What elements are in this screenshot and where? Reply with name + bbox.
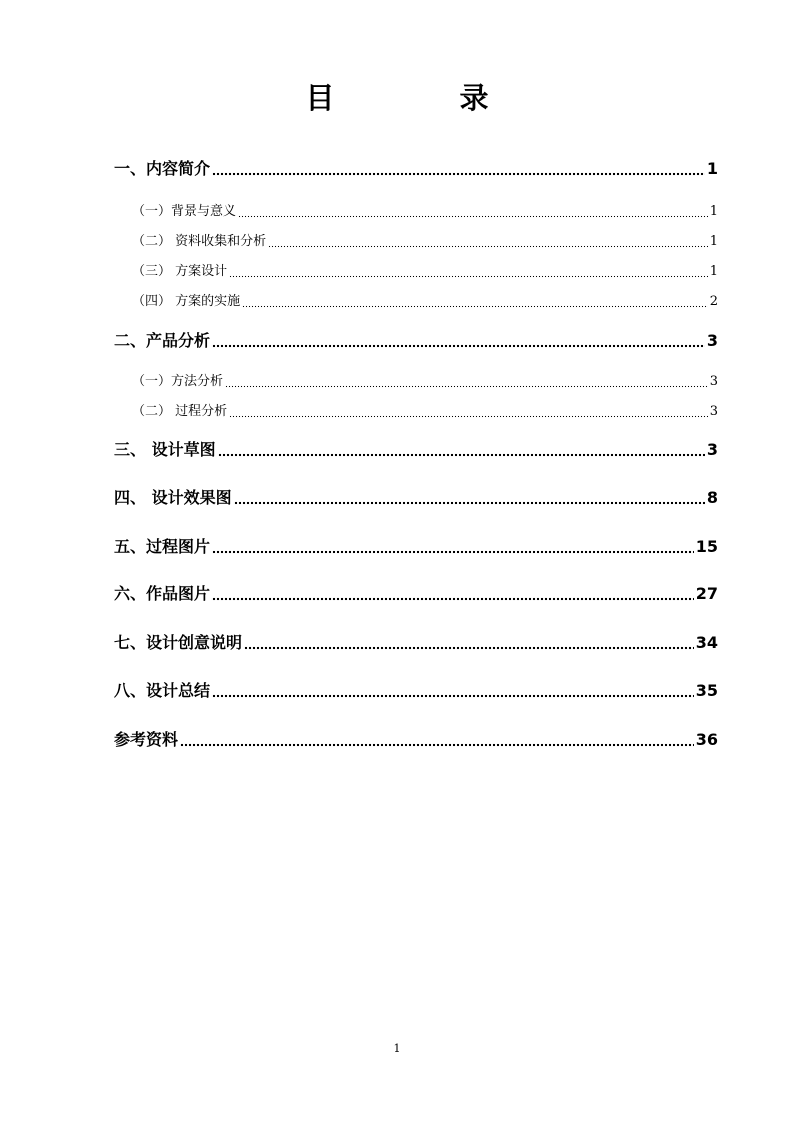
toc-entry-2[interactable]	[114, 328, 718, 352]
toc-entry-7[interactable]	[114, 630, 718, 654]
toc-entry-page: 2	[709, 294, 718, 309]
toc-entry-label: 四、 设计效果图	[114, 488, 232, 507]
dot-leader	[238, 215, 708, 218]
toc-entry-page: 1	[706, 159, 718, 178]
toc-entry-page: 1	[709, 234, 718, 249]
toc-subentry-2-2[interactable]	[132, 397, 718, 421]
toc-entry-label: 三、 设计草图	[114, 440, 216, 459]
toc-entry-label: 七、设计创意说明	[114, 633, 243, 652]
dot-leader	[268, 245, 708, 248]
toc-entry-1[interactable]	[114, 156, 718, 180]
toc-entry-3[interactable]	[114, 437, 718, 461]
toc-entry-label: 二、产品分析	[114, 331, 211, 350]
toc-entry-page: 3	[706, 440, 718, 459]
toc-title: 目 录	[305, 81, 537, 115]
toc-entry-8[interactable]	[114, 678, 718, 702]
toc-subentry-1-3[interactable]	[132, 257, 718, 281]
toc-subentry-1-2[interactable]	[132, 227, 718, 251]
toc-entry-label: 参考资料	[114, 730, 179, 749]
toc-entry-page: 34	[695, 633, 718, 652]
toc-entry-label: （二） 过程分析	[132, 404, 228, 419]
toc-subentry-1-4[interactable]	[132, 287, 718, 311]
dot-leader	[180, 743, 694, 747]
toc-entry-page: 1	[709, 264, 718, 279]
toc-entry-4[interactable]	[114, 485, 718, 509]
toc-entry-label: 六、作品图片	[114, 584, 211, 603]
toc-entry-page: 36	[695, 730, 718, 749]
dot-leader	[212, 694, 694, 698]
toc-entry-page: 3	[709, 404, 718, 419]
dot-leader	[229, 415, 708, 418]
footer-page-number: 1	[393, 1042, 401, 1055]
toc-entry-label: 八、设计总结	[114, 681, 211, 700]
toc-entry-page: 35	[695, 681, 718, 700]
toc-subentry-2-1[interactable]	[132, 367, 718, 391]
toc-entry-label: （三） 方案设计	[132, 264, 228, 279]
toc-entry-label: （二） 资料收集和分析	[132, 234, 267, 249]
toc-subentry-1-1[interactable]	[132, 197, 718, 221]
toc-entry-label: （一）背景与意义	[132, 204, 237, 219]
toc-entry-5[interactable]	[114, 534, 718, 558]
toc-entry-label: 五、过程图片	[114, 537, 211, 556]
toc-entry-references[interactable]	[114, 727, 718, 751]
toc-entry-page: 8	[706, 488, 718, 507]
dot-leader	[229, 275, 708, 278]
dot-leader	[212, 172, 705, 176]
toc-entry-page: 1	[709, 204, 718, 219]
toc-entry-label: （一）方法分析	[132, 374, 224, 389]
toc-entry-label: （四） 方案的实施	[132, 294, 241, 309]
toc-entry-page: 15	[695, 537, 718, 556]
toc-entry-page: 27	[695, 584, 718, 603]
dot-leader	[212, 550, 694, 554]
toc-entry-6[interactable]	[114, 581, 718, 605]
dot-leader	[234, 501, 705, 505]
dot-leader	[225, 385, 708, 388]
dot-leader	[242, 305, 708, 308]
dot-leader	[244, 646, 694, 650]
toc-entry-page: 3	[706, 331, 718, 350]
dot-leader	[218, 453, 705, 457]
dot-leader	[212, 344, 705, 348]
toc-entry-page: 3	[709, 374, 718, 389]
toc-entry-label: 一、内容简介	[114, 159, 211, 178]
dot-leader	[212, 597, 694, 601]
